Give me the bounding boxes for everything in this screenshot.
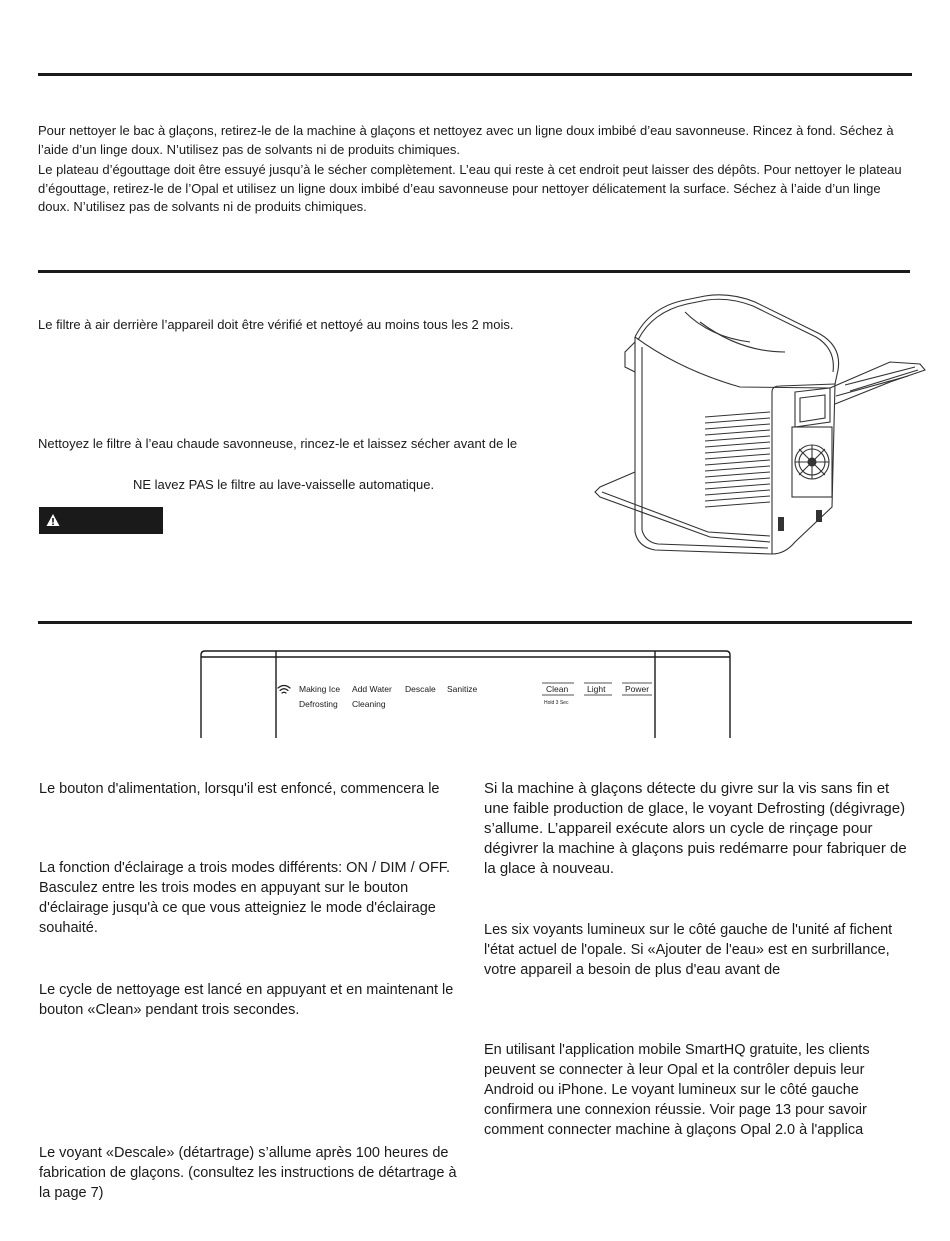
ice-bin-cleaning-text: Pour nettoyer le bac à glaçons, retirez-le de la machine à glaçons et nettoyez avec un ligne doux imbibé d’eau savonneuse. Rincez à fond. Séchez à l’aide d’un linge doux. N’utilisez pas de solvants ni de produits chimiques.: [38, 123, 894, 157]
clean-button[interactable]: Clean: [546, 684, 569, 694]
dishwasher-warning-text: NE lavez PAS le filtre au lave-vaisselle automatique.: [133, 477, 435, 492]
defrosting-description: Si la machine à glaçons détecte du givre sur la vis sans fin et une faible production de glace, le voyant Defrosting (dégivrage) s’allume. L’appareil exécute alors un cycle de rinçage pour dégivrer la machine à glaçons puis redémarre pour fabriquer de la glace à nouveau.: [484, 780, 907, 877]
control-panel: [200, 649, 731, 739]
status-making-ice: Making Ice: [299, 684, 341, 694]
warning-banner: [39, 507, 163, 534]
light-button[interactable]: Light: [587, 684, 606, 694]
ice-maker-rear-illustration: [590, 292, 930, 562]
air-filter-check-text: Le filtre à air derrière l’appareil doit être vérifié et nettoyé au moins tous les 2 mois.: [38, 317, 514, 332]
status-defrosting: Defrosting: [299, 699, 338, 709]
status-cleaning: Cleaning: [352, 699, 386, 709]
power-button-description: Le bouton d'alimentation, lorsqu'il est enfoncé, commencera le: [39, 781, 440, 797]
wifi-icon: [276, 683, 292, 695]
air-filter-wash-text: Nettoyez le filtre à l’eau chaude savonneuse, rincez-le et laissez sécher avant de le: [38, 436, 518, 451]
drip-tray-cleaning-text: Le plateau d’égouttage doit être essuyé jusqu’à le sécher complètement. L’eau qui reste à cet endroit peut laisser des dépôts. Pour nettoyer le plateau d’égouttage, retirez-le de l’Opal et utilisez un ligne doux imbibé d’eau savonneuse pour nettoyer délicatement la surface. Séchez à l’aide d’un linge doux. N’utilisez pas de solvants ni de produits chimiques.: [38, 162, 902, 214]
indicator-lights-description: Les six voyants lumineux sur le côté gauche de l'unité af fichent l'état actuel de l'opale. Si «Ajouter de l'eau» est en surbrillance, votre appareil a besoin de plus d'eau avant de: [484, 922, 893, 978]
status-descale: Descale: [405, 684, 436, 694]
clean-button-description: Le cycle de nettoyage est lancé en appuyant et en maintenant le bouton «Clean» pendant trois secondes.: [39, 982, 454, 1018]
section-rule-3: [38, 621, 912, 624]
status-add-water: Add Water: [352, 684, 392, 694]
light-button-description: La fonction d'éclairage a trois modes différents: ON / DIM / OFF. Basculez entre les trois modes en appuyant sur le bouton d'éclairage jusqu'à ce que vous atteigniez le mode d'éclairage souhaité.: [39, 860, 451, 936]
clean-hold-hint: Hold 3 Sec: [544, 700, 569, 706]
power-button[interactable]: Power: [625, 684, 650, 694]
section-rule-1: [38, 73, 912, 76]
smarthq-description: En utilisant l'application mobile SmartHQ gratuite, les clients peuvent se connecter à leur Opal et la contrôler depuis leur Android ou iPhone. Le voyant lumineux sur le côté gauche confirmera une connexion réussie. Voir page 13 pour savoir comment connecter machine à glaçons Opal 2.0 à l'applica: [484, 1042, 870, 1138]
status-sanitize: Sanitize: [447, 684, 478, 694]
section-rule-2: [38, 270, 910, 273]
warning-triangle-icon: [46, 513, 60, 527]
descale-description: Le voyant «Descale» (détartrage) s’allume après 100 heures de fabrication de glaçons. (consultez les instructions de détartrage à la page 7): [39, 1145, 457, 1201]
